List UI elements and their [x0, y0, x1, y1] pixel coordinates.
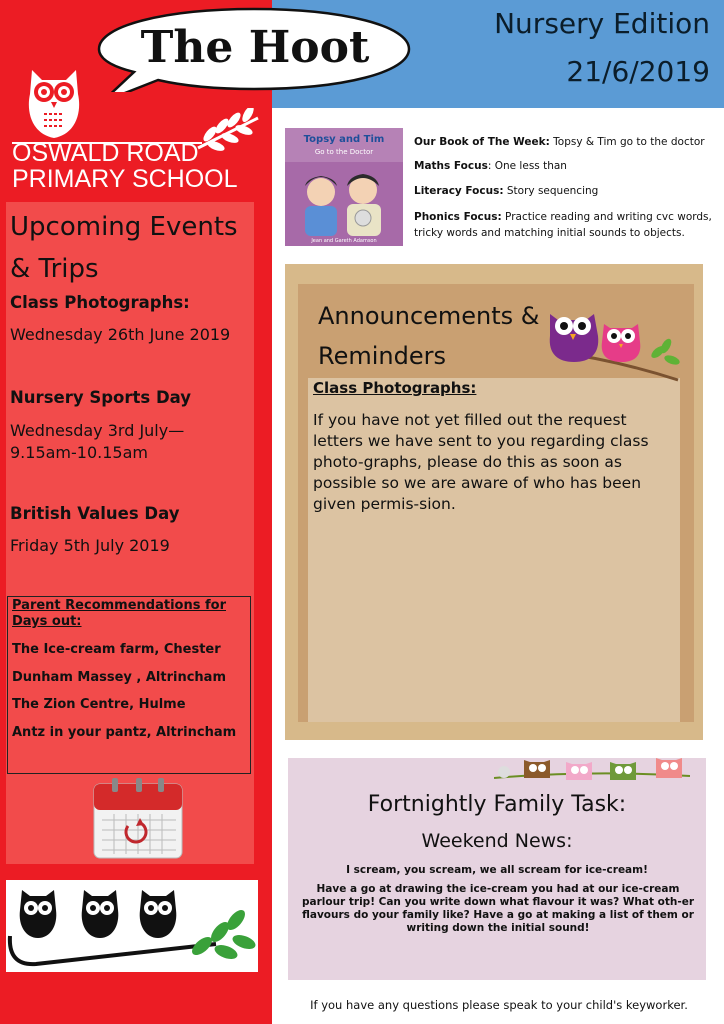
book-cover-subtitle: Go to the Doctor — [314, 148, 374, 156]
focus-text: Topsy & Tim go to the doctor — [549, 136, 705, 148]
newsletter-title: The Hoot — [140, 22, 370, 73]
focus-label: Phonics Focus: — [414, 211, 502, 223]
owls-on-branch-icon — [6, 880, 258, 972]
owls-row-icon — [494, 750, 690, 786]
recommendation-item: Antz in your pantz, Altrincham — [12, 725, 237, 740]
family-task-body: Have a go at drawing the ice-cream you had at our ice-cream parlour trip! Can you write down what flavour it was? What oth-er flavours do your family like? Have a go at making a list of them or writing down the initial sound! — [301, 883, 694, 934]
school-name-line1: OSWALD ROAD — [12, 139, 199, 167]
edition-date: 21/6/2019 — [566, 55, 710, 88]
family-task-heading: Fortnightly Family Task: — [367, 792, 627, 817]
recommendation-item: The Ice-cream farm, Chester — [12, 642, 221, 657]
recommendations-heading: Parent Recommendations for Days out: — [12, 598, 226, 629]
event-title: British Values Day — [10, 504, 180, 523]
edition-label: Nursery Edition — [494, 7, 710, 40]
event-title: Nursery Sports Day — [10, 388, 192, 407]
focus-label: Our Book of The Week: — [414, 136, 550, 148]
event-detail: Wednesday 3rd July—9.15am-10.15am — [10, 421, 185, 462]
focus-literacy — [414, 183, 722, 199]
event-detail: Wednesday 26th June 2019 — [10, 325, 231, 344]
announcements-heading: Announcements & Reminders — [318, 302, 540, 370]
announcement-subtitle: Class Photographs: — [313, 379, 477, 397]
school-owl-logo-icon — [22, 64, 86, 142]
family-task-subheading: Weekend News: — [421, 830, 573, 852]
recommendation-item: The Zion Centre, Hulme — [12, 697, 186, 712]
focus-phonics — [414, 209, 722, 241]
focus-label: Literacy Focus: — [414, 185, 504, 197]
events-heading: Upcoming Events & Trips — [10, 212, 238, 284]
focus-label: Maths Focus — [414, 160, 488, 172]
family-task-tagline: I scream, you scream, we all scream for ice-cream! — [346, 864, 648, 876]
owls-pair-icon — [546, 300, 684, 382]
event-detail: Friday 5th July 2019 — [10, 536, 170, 555]
book-cover-title: Topsy and Tim — [303, 134, 385, 145]
book-cover-authors: Jean and Gareth Adamson — [311, 238, 377, 244]
event-title: Class Photographs: — [10, 293, 190, 312]
focus-maths — [414, 158, 722, 174]
focus-text: Practice reading and writing cvc words, tricky words and matching initial sounds to objects. — [414, 211, 712, 239]
book-cover-image — [285, 128, 403, 246]
focus-text: Story sequencing — [503, 185, 599, 197]
focus-text: : One less than — [487, 160, 567, 172]
announcement-body: If you have not yet filled out the request letters we have sent to you regarding class photo-graphs, please do this as soon as possible so we are aware of who has been given permis-sion. — [313, 411, 649, 513]
focus-book-of-week — [414, 134, 722, 150]
school-name-line2: PRIMARY SCHOOL — [12, 165, 238, 193]
footer-note: If you have any questions please speak to your child's keyworker. — [310, 998, 688, 1012]
recommendation-item: Dunham Massey , Altrincham — [12, 670, 226, 685]
calendar-icon — [92, 776, 184, 860]
